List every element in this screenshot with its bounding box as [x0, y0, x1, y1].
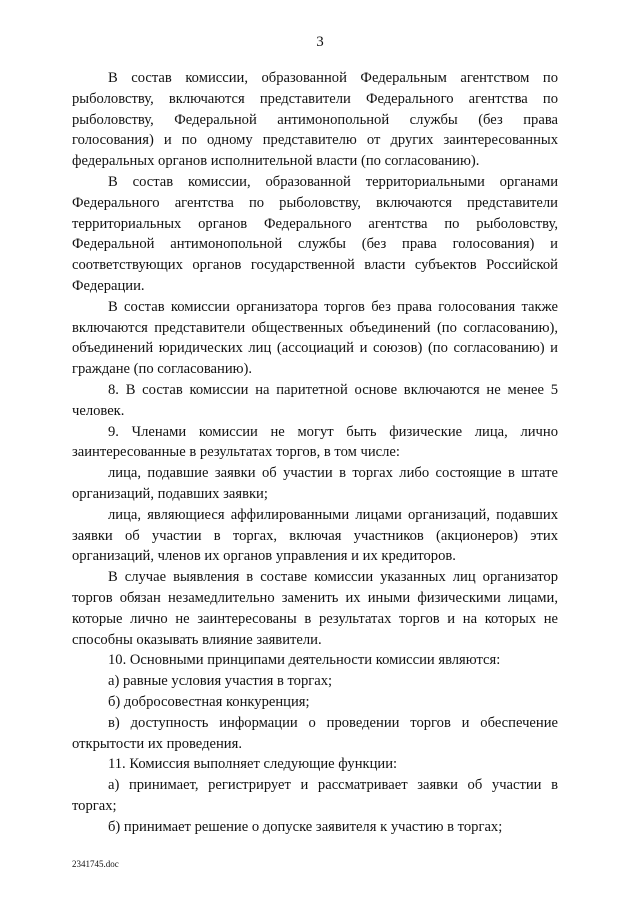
document-body [72, 68, 558, 837]
paragraph-item-9-affiliated: лица, являющиеся аффилированными лицами организаций, подавших заявки об участии в торгах, включая участников (акционеров) этих организаций, членов их органов управления и их кредиторов. [72, 506, 558, 565]
paragraph-item-9: 9. Членами комиссии не могут быть физические лица, лично заинтересованные в результатах торгов, в том числе: [72, 423, 558, 461]
paragraph-item-9-applicants: лица, подавшие заявки об участии в торгах либо состоящие в штате организаций, подавших заявки; [72, 465, 558, 502]
paragraph-item-11-a: а) принимает, регистрирует и рассматривает заявки об участии в торгах; [72, 777, 558, 814]
paragraph-commission-organizer: В состав комиссии организатора торгов без права голосования также включаются представители общественных объединений (по согласованию), объединений юридических лиц (ассоциаций и союзов) (по согласованию) и граждане (по согласованию). [72, 298, 558, 378]
paragraph-item-10-v: в) доступность информации о проведении торгов и обеспечение открытости их проведения. [72, 714, 558, 752]
paragraph-item-10-b: б) добросовестная конкуренция; [108, 693, 310, 710]
paragraph-item-10-a: а) равные условия участия в торгах; [108, 673, 333, 690]
paragraph-replacement: В случае выявления в составе комиссии указанных лиц организатор торгов обязан незамедлительно заменить их иными физическими лицами, которые лично не заинтересованы в результатах торгов и на которых не способны оказывать влияние заявители. [72, 569, 558, 648]
paragraph-item-11-b: б) принимает решение о допуске заявителя к участию в торгах; [108, 818, 503, 835]
page-number: 3 [316, 34, 324, 50]
paragraph-item-11: 11. Комиссия выполняет следующие функции: [108, 756, 398, 773]
paragraph-commission-territorial-bodies: В состав комиссии, образованной территориальными органами Федерального агентства по рыболовству, включаются представители территориальных органов Федерального агентства по рыболовству, Федеральной антимонопольной службы (без права голосования) и соответствующих органов государственной власти субъектов Российской Федерации. [72, 173, 558, 294]
document-file-code: 2341745.doc [72, 859, 119, 869]
paragraph-item-10: 10. Основными принципами деятельности комиссии являются: [108, 652, 501, 669]
paragraph-item-8: 8. В состав комиссии на паритетной основе включаются не менее 5 человек. [72, 381, 558, 419]
paragraph-commission-federal-agency: В состав комиссии, образованной Федеральным агентством по рыболовству, включаются представители Федерального агентства по рыболовству, Федеральной антимонопольной службы (без права голосования) и по одному представителю от других заинтересованных федеральных органов исполнительной власти (по согласованию). [72, 70, 558, 170]
